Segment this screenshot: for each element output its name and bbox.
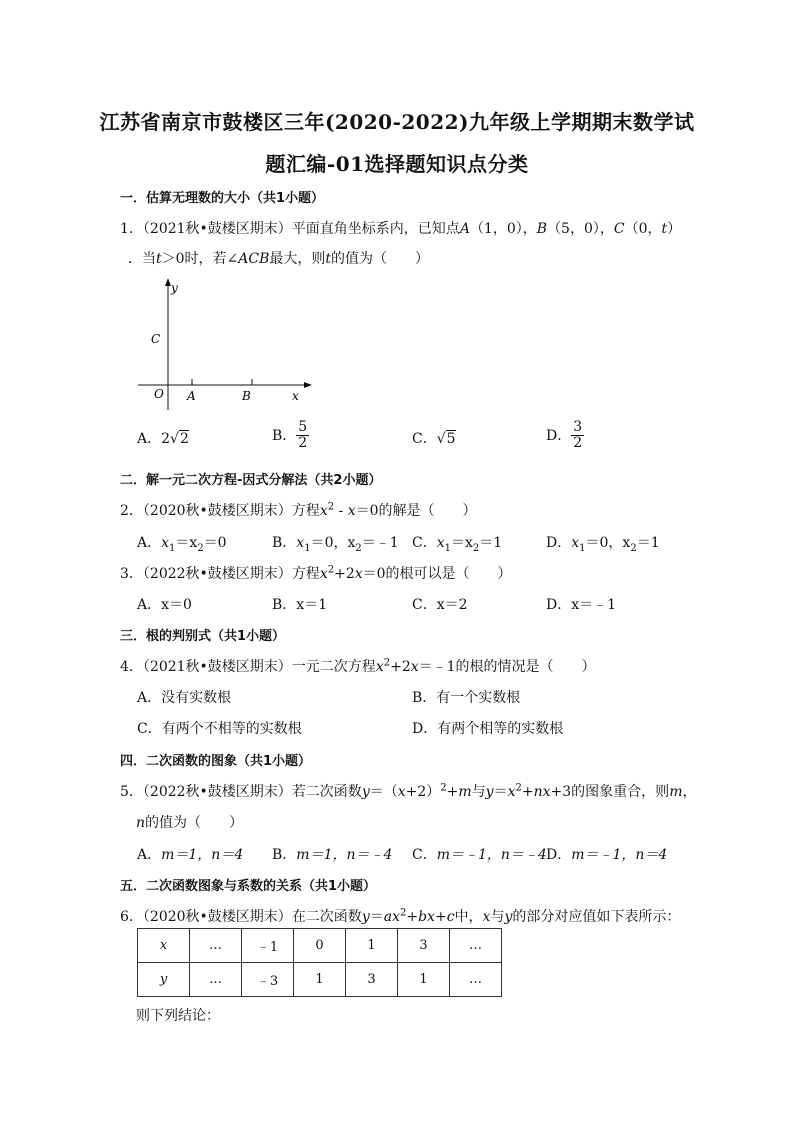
subscript: 1 bbox=[579, 542, 586, 554]
option-c[interactable] bbox=[412, 594, 468, 614]
question-text: + bbox=[446, 784, 459, 800]
var-t: t bbox=[325, 251, 332, 267]
question-text: +2） bbox=[405, 784, 441, 800]
question-text: 中， bbox=[454, 909, 483, 925]
option-text: ＝0，x bbox=[310, 535, 356, 551]
question-text: ， bbox=[682, 784, 697, 800]
radicand: 5 bbox=[446, 431, 456, 447]
a-label: A bbox=[187, 389, 196, 403]
section-heading-4: 四．二次函数的图象（共1小题） bbox=[120, 754, 312, 769]
option-label: C． bbox=[412, 431, 437, 447]
x-label: x bbox=[292, 389, 299, 403]
table-cell: 1 bbox=[294, 963, 346, 997]
question-text: ．当 bbox=[128, 251, 156, 267]
var-x: x bbox=[375, 659, 384, 675]
var-x: x bbox=[397, 784, 406, 800]
question-text: 在二次函数 bbox=[291, 909, 362, 925]
option-a[interactable] bbox=[137, 594, 192, 614]
question-text: 的值为（ ） bbox=[331, 251, 430, 267]
var-x: x bbox=[347, 503, 356, 519]
var-y: y bbox=[361, 909, 370, 925]
option-text: ＝1 bbox=[479, 535, 503, 551]
var-x: x bbox=[319, 503, 328, 519]
var-x: x bbox=[161, 535, 170, 551]
question-text: ＝ bbox=[369, 909, 384, 925]
option-label: D． bbox=[546, 597, 572, 613]
var-y: y bbox=[485, 784, 494, 800]
exponent: 2 bbox=[327, 501, 335, 513]
numerator: 3 bbox=[573, 419, 583, 435]
var-t: t bbox=[156, 251, 162, 267]
question-text: +2 bbox=[334, 566, 355, 582]
subscript: 2 bbox=[355, 542, 362, 554]
subscript: 1 bbox=[169, 542, 176, 554]
table-cell: … bbox=[190, 963, 242, 997]
subscript: 2 bbox=[630, 542, 637, 554]
denominator: 2 bbox=[298, 434, 308, 451]
question-text: 与 bbox=[471, 784, 486, 800]
fraction bbox=[296, 420, 309, 450]
table-cell: 3 bbox=[346, 963, 398, 997]
point-b: B bbox=[536, 221, 548, 237]
table-cell: 1 bbox=[346, 929, 398, 963]
option-label: A． bbox=[137, 597, 162, 613]
option-text: ＝x bbox=[175, 535, 198, 551]
option-d[interactable] bbox=[546, 532, 660, 554]
question-1-line2 bbox=[128, 248, 429, 268]
table-cell: y bbox=[138, 963, 190, 997]
coef: 2 bbox=[161, 431, 171, 447]
question-5-line1 bbox=[120, 781, 696, 801]
question-text: ＝0的根可以是（ ） bbox=[362, 566, 512, 582]
doc-title-line2: 题汇编-01选择题知识点分类 bbox=[265, 152, 529, 176]
table-cell: … bbox=[190, 929, 242, 963]
option-a[interactable]: A．2√2 bbox=[137, 431, 189, 447]
var-x: x bbox=[436, 535, 445, 551]
table-cell: 1 bbox=[398, 963, 450, 997]
question-source: （2020秋•鼓楼区期末） bbox=[142, 909, 292, 925]
option-a[interactable]: A．没有实数根 bbox=[137, 690, 232, 706]
point-a-coord: （1，0）， bbox=[469, 221, 537, 237]
option-label: A． bbox=[137, 431, 162, 447]
option-label: B． bbox=[272, 597, 297, 613]
term-c: c bbox=[446, 909, 455, 925]
table-cell: ﹣3 bbox=[242, 963, 294, 997]
question-text: + bbox=[406, 909, 419, 925]
question-3 bbox=[120, 563, 512, 583]
question-text: 方程 bbox=[291, 503, 320, 519]
x-axis-arrow bbox=[304, 382, 312, 388]
option-text: m＝1，n＝4 bbox=[161, 847, 244, 863]
var-x: x bbox=[507, 784, 516, 800]
option-text: x＝0 bbox=[161, 597, 192, 613]
question-text: ＞0时，若∠ bbox=[161, 251, 239, 267]
section-heading-1: 一．估算无理数的大小（共1小题） bbox=[120, 191, 325, 206]
option-text: m＝﹣1，n＝4 bbox=[571, 847, 668, 863]
table-cell: x bbox=[138, 929, 190, 963]
table-cell: 0 bbox=[294, 929, 346, 963]
option-label: C． bbox=[412, 535, 437, 551]
option-text: ＝1 bbox=[636, 535, 660, 551]
table-row bbox=[138, 929, 502, 963]
var-x: x bbox=[482, 909, 491, 925]
origin-label: O bbox=[154, 387, 164, 401]
subscript: 2 bbox=[472, 542, 480, 554]
option-c[interactable] bbox=[412, 532, 502, 554]
option-c[interactable]: C．√5 bbox=[412, 431, 456, 447]
question-text: ＝ bbox=[493, 784, 508, 800]
option-text: ＝﹣1 bbox=[361, 535, 399, 551]
option-d[interactable]: D．有两个相等的实数根 bbox=[412, 721, 564, 737]
radicand: 2 bbox=[179, 431, 189, 447]
option-text: x＝1 bbox=[296, 597, 328, 613]
paren-close: ） bbox=[667, 221, 682, 237]
option-label: B． bbox=[272, 428, 297, 445]
question-text: 最大，则 bbox=[269, 251, 326, 267]
b-label: B bbox=[242, 389, 251, 403]
exponent: 2 bbox=[327, 564, 335, 576]
exponent: 2 bbox=[440, 782, 447, 794]
option-text: ＝x bbox=[451, 535, 473, 551]
option-text: x＝2 bbox=[436, 597, 468, 613]
angle-acb: ACB bbox=[238, 251, 270, 267]
question-source: （2022秋•鼓楼区期末） bbox=[142, 566, 292, 582]
section-heading-5: 五．二次函数图象与系数的关系（共1小题） bbox=[120, 879, 377, 894]
section-heading-3: 三．根的判别式（共1小题） bbox=[120, 629, 286, 644]
option-text: ＝0，x bbox=[585, 535, 631, 551]
question-6-followup: 则下列结论： bbox=[136, 1008, 220, 1024]
question-2 bbox=[120, 500, 477, 520]
option-label: B． bbox=[272, 847, 297, 863]
option-label: D． bbox=[546, 535, 572, 551]
question-1-line1 bbox=[120, 218, 681, 238]
var-x: x bbox=[542, 784, 551, 800]
option-text: ＝0 bbox=[203, 535, 227, 551]
question-text: ＝0的解是（ ） bbox=[355, 503, 477, 519]
coordinate-figure bbox=[130, 275, 320, 410]
question-6 bbox=[120, 906, 680, 926]
question-number: 2． bbox=[120, 503, 143, 519]
value-table bbox=[137, 928, 502, 997]
question-text: ＝（ bbox=[369, 784, 398, 800]
question-source: （2021秋•鼓楼区期末） bbox=[142, 659, 292, 675]
table-cell: 3 bbox=[398, 929, 450, 963]
question-source: （2020秋•鼓楼区期末） bbox=[142, 503, 292, 519]
var-y: y bbox=[504, 909, 513, 925]
option-d[interactable] bbox=[546, 594, 616, 614]
exponent: 2 bbox=[399, 907, 407, 919]
option-label: B． bbox=[272, 535, 297, 551]
question-text: 与 bbox=[490, 909, 505, 925]
question-text: 方程 bbox=[291, 566, 320, 582]
option-label: D． bbox=[546, 847, 572, 863]
var-x: x bbox=[571, 535, 580, 551]
table-cell: … bbox=[450, 929, 502, 963]
option-d[interactable] bbox=[546, 844, 667, 864]
var-m: m bbox=[458, 784, 472, 800]
question-text: 若二次函数 bbox=[291, 784, 362, 800]
section-heading-2: 二．解一元二次方程-因式分解法（共2小题） bbox=[120, 473, 382, 488]
question-source: （2021秋•鼓楼区期末） bbox=[142, 221, 292, 237]
term-bx: bx bbox=[418, 909, 435, 925]
option-d[interactable] bbox=[546, 420, 584, 450]
y-label: y bbox=[171, 281, 178, 295]
question-text: +3的图象重合，则 bbox=[550, 784, 670, 800]
point-a: A bbox=[459, 221, 470, 237]
subscript: 1 bbox=[444, 542, 451, 554]
option-label: C． bbox=[412, 847, 437, 863]
option-b[interactable] bbox=[272, 844, 392, 864]
option-text: x＝﹣1 bbox=[571, 597, 617, 613]
option-b[interactable] bbox=[272, 420, 309, 450]
question-number: 3． bbox=[120, 566, 143, 582]
question-5-line2 bbox=[136, 812, 243, 832]
question-source: （2022秋•鼓楼区期末） bbox=[142, 784, 292, 800]
option-b[interactable] bbox=[272, 594, 327, 614]
option-label: C． bbox=[412, 597, 437, 613]
option-b[interactable]: B．有一个实数根 bbox=[412, 690, 521, 706]
fraction bbox=[571, 420, 584, 450]
table-cell: ﹣1 bbox=[242, 929, 294, 963]
question-text: 的值为（ ） bbox=[145, 815, 244, 831]
var-x: x bbox=[410, 659, 419, 675]
exponent: 2 bbox=[515, 782, 522, 794]
question-text: 一元二次方程 bbox=[291, 659, 376, 675]
question-text: + bbox=[521, 784, 534, 800]
exponent: 2 bbox=[383, 657, 391, 669]
denominator: 2 bbox=[573, 434, 583, 451]
option-label: D． bbox=[546, 428, 572, 445]
var-x: x bbox=[319, 566, 328, 582]
question-text: +2 bbox=[390, 659, 411, 675]
question-number: 5． bbox=[120, 784, 143, 800]
question-number: 4． bbox=[120, 659, 143, 675]
var-t: t bbox=[661, 221, 668, 237]
var-n: n bbox=[533, 784, 543, 800]
option-label: A． bbox=[137, 535, 162, 551]
var-n: n bbox=[136, 815, 146, 831]
option-c[interactable] bbox=[412, 844, 547, 864]
question-text: - bbox=[334, 503, 348, 519]
point-c: C bbox=[613, 221, 625, 237]
numerator: 5 bbox=[298, 419, 308, 435]
question-text: 平面直角坐标系内，已知点 bbox=[291, 221, 460, 237]
question-text: + bbox=[434, 909, 447, 925]
subscript: 2 bbox=[197, 542, 204, 554]
option-text: m＝1，n＝﹣4 bbox=[296, 847, 393, 863]
option-a[interactable] bbox=[137, 532, 227, 554]
table-row bbox=[138, 963, 502, 997]
var-x: x bbox=[296, 535, 305, 551]
option-c[interactable]: C．有两个不相等的实数根 bbox=[137, 721, 302, 737]
option-b[interactable] bbox=[272, 532, 399, 554]
c-label: C bbox=[151, 332, 161, 346]
var-x: x bbox=[354, 566, 363, 582]
option-a[interactable] bbox=[137, 844, 243, 864]
option-text: m＝﹣1，n＝﹣4 bbox=[436, 847, 547, 863]
question-number: 1． bbox=[120, 221, 143, 237]
question-text: ＝﹣1的根的情况是（ ） bbox=[418, 659, 596, 675]
option-label: A． bbox=[137, 847, 162, 863]
term-ax: ax bbox=[383, 909, 400, 925]
var-y: y bbox=[361, 784, 370, 800]
point-c-coord: （0， bbox=[624, 221, 662, 237]
question-number: 6． bbox=[120, 909, 143, 925]
subscript: 1 bbox=[304, 542, 311, 554]
point-b-coord: （5，0）， bbox=[547, 221, 614, 237]
var-m: m bbox=[669, 784, 683, 800]
doc-title-line1: 江苏省南京市鼓楼区三年(2020-2022)九年级上学期期末数学试 bbox=[99, 110, 695, 134]
question-4 bbox=[120, 656, 596, 676]
question-text: 的部分对应值如下表所示： bbox=[512, 909, 681, 925]
table-cell: … bbox=[450, 963, 502, 997]
